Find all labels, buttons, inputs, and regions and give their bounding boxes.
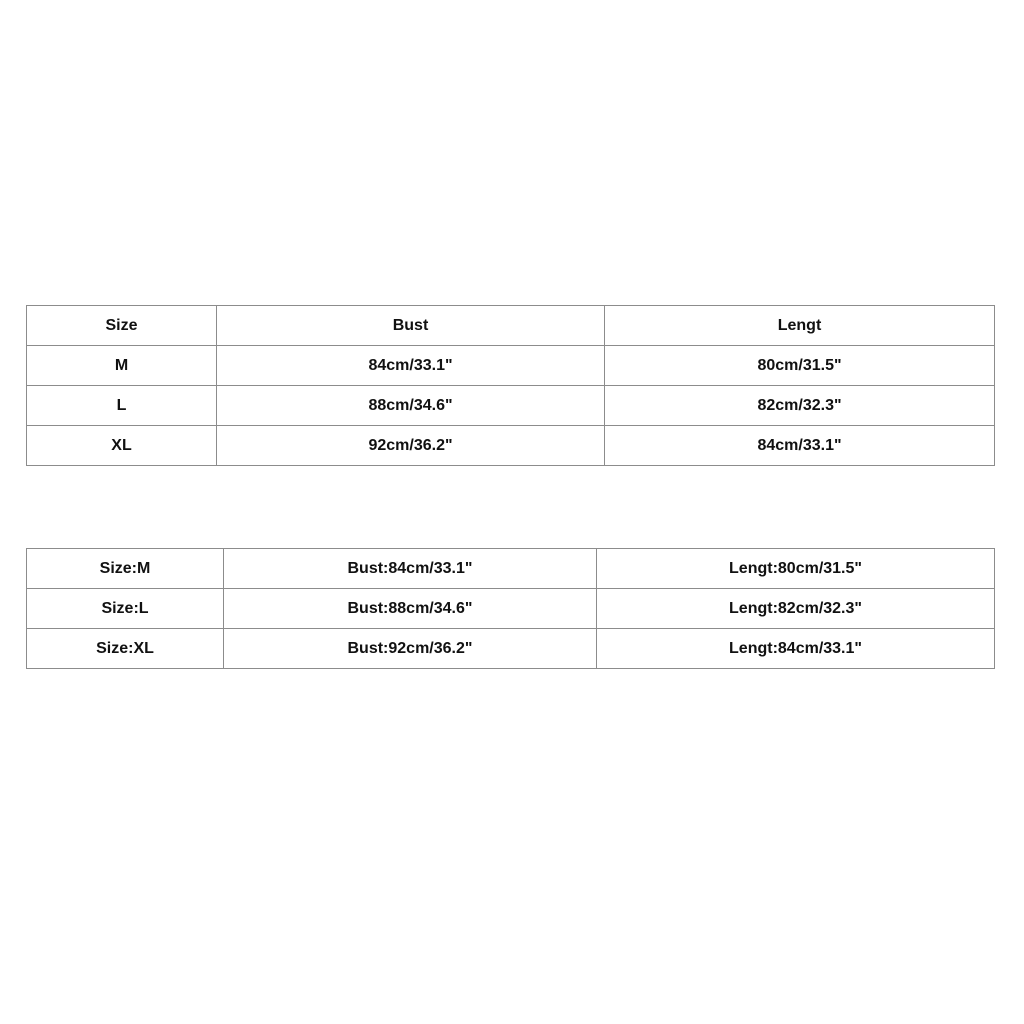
table-header (27, 306, 995, 346)
table-row (27, 629, 995, 669)
table-row (27, 386, 995, 426)
table-row (27, 426, 995, 466)
bust-cell: 92cm/36.2" (217, 426, 605, 466)
size-cell: M (27, 346, 217, 386)
length-cell: 84cm/33.1" (605, 426, 995, 466)
bust-cell: Bust:84cm/33.1" (224, 549, 597, 589)
length-cell: 80cm/31.5" (605, 346, 995, 386)
table-row (27, 589, 995, 629)
bust-cell: Bust:92cm/36.2" (224, 629, 597, 669)
table-body (27, 346, 995, 466)
length-cell: 82cm/32.3" (605, 386, 995, 426)
header-row (27, 306, 995, 346)
table-row (27, 549, 995, 589)
size-cell: Size:XL (27, 629, 224, 669)
length-cell: Lengt:80cm/31.5" (597, 549, 995, 589)
size-chart-table (26, 305, 995, 466)
size-chart-labeled-table (26, 548, 995, 669)
size-cell: Size:M (27, 549, 224, 589)
size-cell: Size:L (27, 589, 224, 629)
length-cell: Lengt:84cm/33.1" (597, 629, 995, 669)
bust-cell: 84cm/33.1" (217, 346, 605, 386)
size-cell: L (27, 386, 217, 426)
table-row (27, 346, 995, 386)
header-size: Size (27, 306, 217, 346)
header-bust: Bust (217, 306, 605, 346)
bust-cell: 88cm/34.6" (217, 386, 605, 426)
header-length: Lengt (605, 306, 995, 346)
length-cell: Lengt:82cm/32.3" (597, 589, 995, 629)
size-cell: XL (27, 426, 217, 466)
bust-cell: Bust:88cm/34.6" (224, 589, 597, 629)
table-body (27, 549, 995, 669)
